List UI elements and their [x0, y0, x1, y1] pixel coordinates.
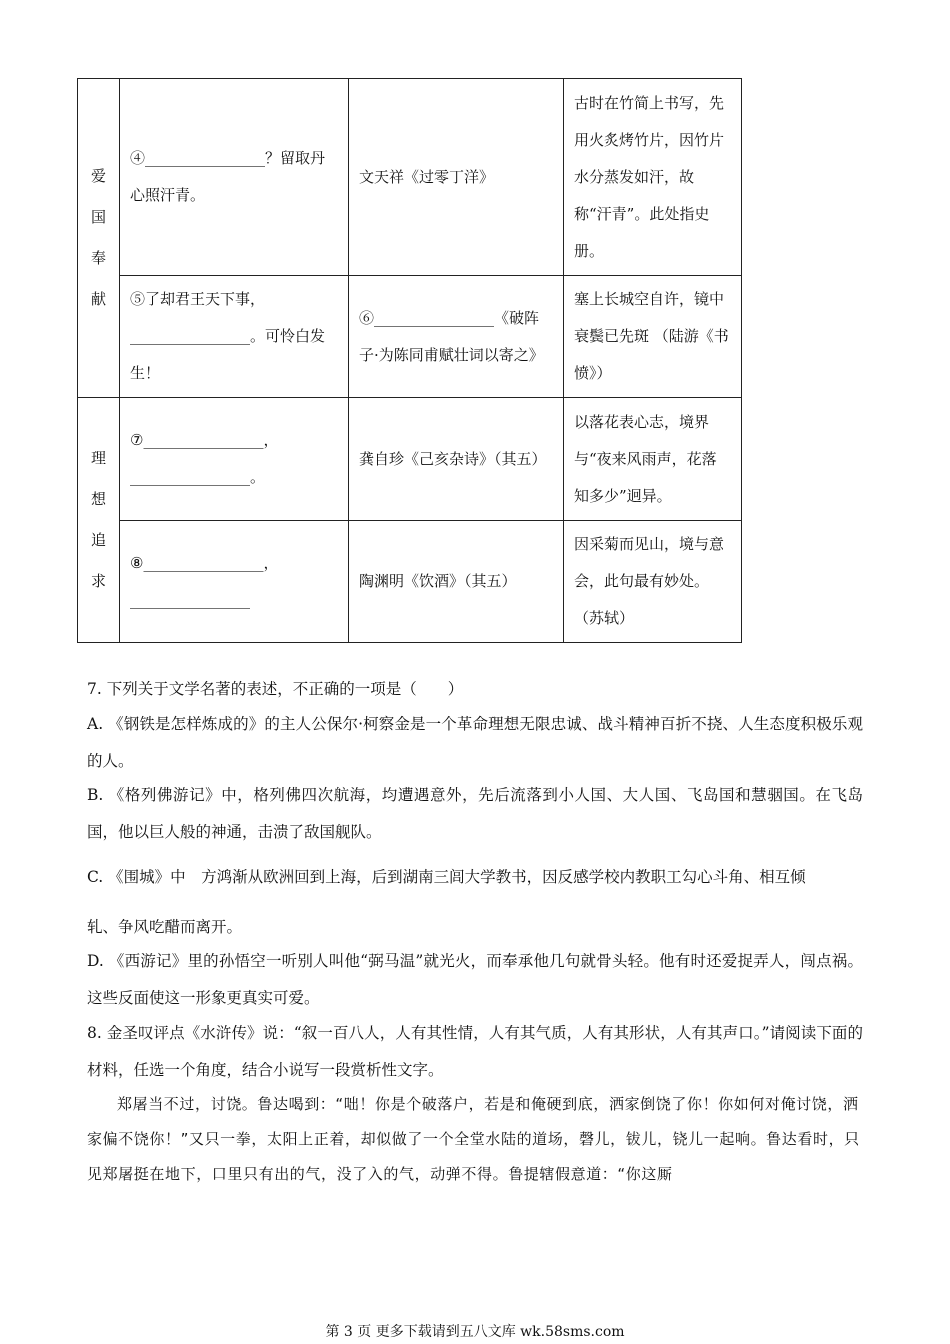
question-7-stem: 7. 下列关于文学名著的表述，不正确的一项是（ ）: [87, 680, 464, 698]
table-row: [78, 521, 742, 643]
question-7-option-a: A. 《钢铁是怎样炼成的》的主人公保尔·柯察金是一个革命理想无限忠诚、战斗精神百折不挠、人生态度积极乐观的人。: [87, 715, 863, 770]
note-cell: 因采菊而见山，境与意会，此句最有妙处。（苏轼）: [564, 521, 742, 643]
table-row: [78, 276, 742, 398]
quote-cell: ⑦________________，________________。: [120, 398, 349, 521]
source-cell: 龚自珍《己亥杂诗》（其五）: [349, 398, 564, 521]
question-8-stem: 8. 金圣叹评点《水浒传》说：“叙一百八人，人有其性情，人有其气质，人有其形状，人有其声口。”请阅读下面的材料，任选一个角度，结合小说写一段赏析性文字。: [87, 1024, 863, 1079]
question-7-option-d: D. 《西游记》里的孙悟空一听别人叫他“弼马温”就光火，而奉承他几句就骨头轻。他有时还爱捉弄人，闯点祸。这些反面使这一形象更真实可爱。: [87, 952, 863, 1007]
category-cell: [78, 79, 120, 398]
quote-cell: ⑧________________，________________: [120, 521, 349, 643]
question-7-option-c-continued: 轧、争风吃醋而离开。: [87, 918, 243, 936]
question-8-excerpt: 郑屠当不过，讨饶。鲁达喝到：“咄！你是个破落户，若是和俺硬到底，洒家倒饶了你！你如何对俺讨饶，洒家偏不饶你！”又只一拳，太阳上正着，却似做了一个全堂水陆的道场，磬儿，钹儿，铙儿一起响。鲁达看时，只见郑屠挺在地下，口里只有出的气，没了入的气，动弹不得。鲁提辖假意道：“你这厮: [87, 1095, 860, 1183]
note-cell: 塞上长城空自许，镜中衰鬓已先斑 （陆游《书愤》）: [564, 276, 742, 398]
category-char: 献: [90, 290, 106, 308]
source-cell: 文天祥《过零丁洋》: [349, 79, 564, 276]
table-row: [78, 79, 742, 276]
category-char: 想: [90, 490, 106, 508]
quote-cell: ⑤了却君王天下事，________________。可怜白发生！: [120, 276, 349, 398]
category-char: 爱: [90, 167, 106, 185]
poem-table: [77, 78, 742, 643]
note-cell: 古时在竹简上书写，先用火炙烤竹片，因竹片水分蒸发如汗，故称“汗青”。此处指史册。: [564, 79, 742, 276]
table-row: [78, 398, 742, 521]
question-7-option-c: C. 《围城》中 方鸿渐从欧洲回到上海，后到湖南三闾大学教书，因反感学校内教职工勾心斗角、相互倾: [87, 868, 806, 886]
question-7-option-b: B. 《格列佛游记》中，格列佛四次航海，均遭遇意外，先后流落到小人国、大人国、飞岛国和慧骃国。在飞岛国，他以巨人般的神通，击溃了敌国舰队。: [87, 786, 863, 841]
page-footer: 第 3 页 更多下载请到五八文库 wk.58sms.com: [325, 1324, 625, 1340]
category-char: 理: [90, 449, 106, 467]
category-char: 奉: [90, 249, 106, 267]
category-cell: [78, 398, 120, 643]
note-cell: 以落花表心志，境界与“夜来风雨声，花落知多少”迥异。: [564, 398, 742, 521]
category-char: 求: [90, 572, 106, 590]
source-cell: ⑥________________《破阵子·为陈同甫赋壮词以寄之》: [349, 276, 564, 398]
category-char: 追: [90, 531, 106, 549]
category-char: 国: [90, 208, 106, 226]
quote-cell: ④________________？留取丹心照汗青。: [120, 79, 349, 276]
source-cell: 陶渊明《饮酒》（其五）: [349, 521, 564, 643]
